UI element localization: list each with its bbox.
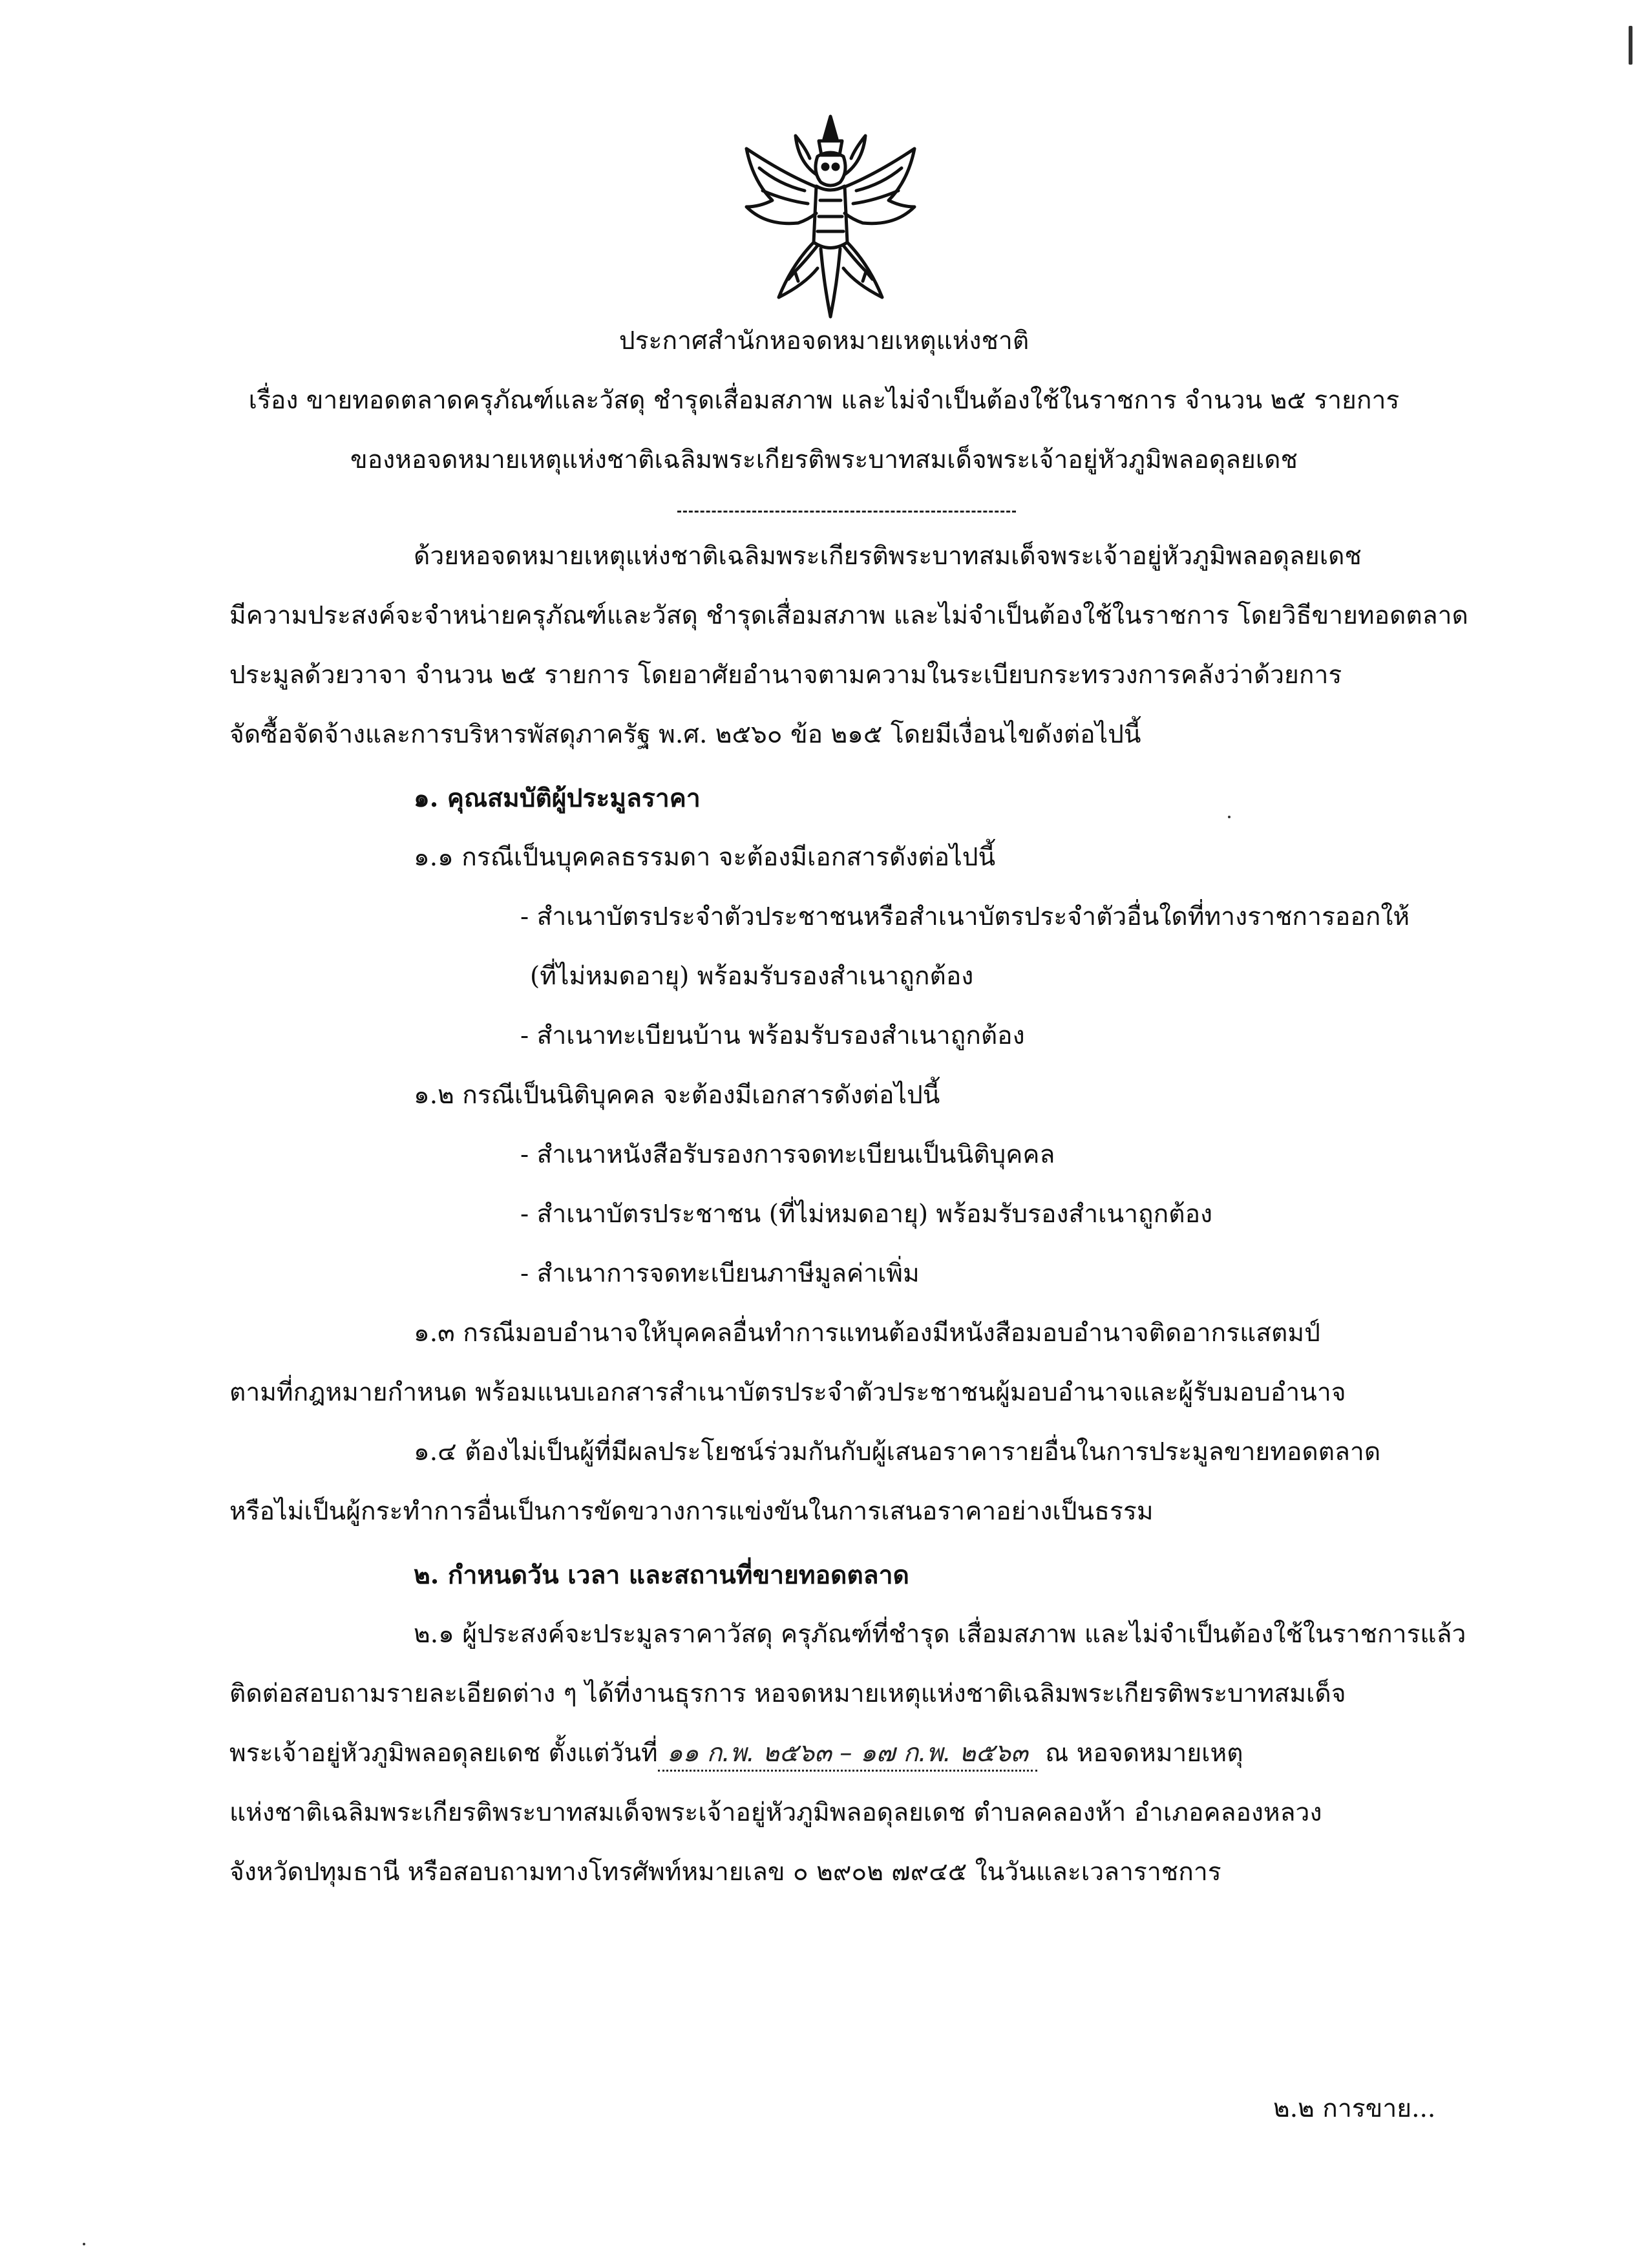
section-1-2-bullet-2: - สำเนาบัตรประชาชน (ที่ไม่หมดอายุ) พร้อมรับรองสำเนาถูกต้อง <box>520 1200 1213 1229</box>
intro-line-4: จัดซื้อจัดจ้างและการบริหารพัสดุภาครัฐ พ.ศ. ๒๕๖๐ ข้อ ๒๑๕ โดยมีเงื่อนไขดังต่อไปนี้ <box>229 720 1141 749</box>
scan-artifact <box>1228 816 1231 818</box>
section-2-1-line-3 <box>229 1737 1243 1772</box>
section-1-1-bullet-1-cont: (ที่ไม่หมดอายุ) พร้อมรับรองสำเนาถูกต้อง <box>530 962 974 991</box>
section-2-1-line-4: แห่งชาติเฉลิมพระเกียรติพระบาทสมเด็จพระเจ้าอยู่หัวภูมิพลอดุลยเดช ตำบลคลองห้า อำเภอคลองหลวง <box>229 1798 1322 1827</box>
handwritten-date-range: ๑๑ ก.พ. ๒๕๖๓ – ๑๗ ก.พ. ๒๕๖๓ <box>658 1737 1037 1772</box>
scan-artifact <box>1629 26 1632 65</box>
announcement-subject: เรื่อง ขายทอดตลาดครุภัณฑ์และวัสดุ ชำรุดเสื่อมสภาพ และไม่จำเป็นต้องใช้ในราชการ จำนวน ๒๕ รายการ <box>248 386 1400 415</box>
garuda-emblem-icon <box>734 110 927 323</box>
section-1-2-bullet-3: - สำเนาการจดทะเบียนภาษีมูลค่าเพิ่ม <box>520 1259 920 1288</box>
section-1-2: ๑.๒ กรณีเป็นนิติบุคคล จะต้องมีเอกสารดังต่อไปนี้ <box>414 1081 940 1110</box>
section-1-1: ๑.๑ กรณีเป็นบุคคลธรรมดา จะต้องมีเอกสารดังต่อไปนี้ <box>414 843 996 872</box>
section-2-1-date-suffix: ณ หอจดหมายเหตุ <box>1045 1739 1243 1768</box>
section-2-1-line-1: ๒.๑ ผู้ประสงค์จะประมูลราคาวัสดุ ครุภัณฑ์ที่ชำรุด เสื่อมสภาพ และไม่จำเป็นต้องใช้ในราชการแล้ว <box>414 1620 1466 1649</box>
section-1-2-bullet-1: - สำเนาหนังสือรับรองการจดทะเบียนเป็นนิติบุคคล <box>520 1140 1055 1169</box>
header-divider <box>677 511 1016 513</box>
section-1-3-line-1: ๑.๓ กรณีมอบอำนาจให้บุคคลอื่นทำการแทนต้องมีหนังสือมอบอำนาจติดอากรแสตมป์ <box>414 1319 1320 1348</box>
section-1-4-line-2: หรือไม่เป็นผู้กระทำการอื่นเป็นการขัดขวางการแข่งขันในการเสนอราคาอย่างเป็นธรรม <box>229 1497 1154 1526</box>
section-1-heading: ๑. คุณสมบัติผู้ประมูลราคา <box>414 783 701 813</box>
announcement-agency: ของหอจดหมายเหตุแห่งชาติเฉลิมพระเกียรติพระบาทสมเด็จพระเจ้าอยู่หัวภูมิพลอดุลยเดช <box>350 445 1298 474</box>
section-1-1-bullet-1: - สำเนาบัตรประจำตัวประชาชนหรือสำเนาบัตรประจำตัวอื่นใดที่ทางราชการออกให้ <box>520 902 1410 931</box>
section-2-1-date-prefix: พระเจ้าอยู่หัวภูมิพลอดุลยเดช ตั้งแต่วันที่ <box>229 1739 658 1768</box>
intro-line-2: มีความประสงค์จะจำหน่ายครุภัณฑ์และวัสดุ ชำรุดเสื่อมสภาพ และไม่จำเป็นต้องใช้ในราชการ โดยวิธีขายทอดตลาด <box>229 601 1468 630</box>
intro-line-3: ประมูลด้วยวาจา จำนวน ๒๕ รายการ โดยอาศัยอำนาจตามความในระเบียบกระทรวงการคลังว่าด้วยการ <box>229 661 1342 690</box>
intro-line-1: ด้วยหอจดหมายเหตุแห่งชาติเฉลิมพระเกียรติพระบาทสมเด็จพระเจ้าอยู่หัวภูมิพลอดุลยเดช <box>414 542 1362 571</box>
page-continuation: ๒.๒ การขาย... <box>1273 2094 1436 2123</box>
section-2-1-line-2: ติดต่อสอบถามรายละเอียดต่าง ๆ ได้ที่งานธุรการ หอจดหมายเหตุแห่งชาติเฉลิมพระเกียรติพระบาทสมเด็จ <box>229 1679 1346 1708</box>
announcement-title: ประกาศสำนักหอจดหมายเหตุแห่งชาติ <box>618 326 1030 355</box>
section-1-3-line-2: ตามที่กฎหมายกำหนด พร้อมแนบเอกสารสำเนาบัตรประจำตัวประชาชนผู้มอบอำนาจและผู้รับมอบอำนาจ <box>229 1378 1346 1407</box>
section-2-1-line-5: จังหวัดปทุมธานี หรือสอบถามทางโทรศัพท์หมายเลข ๐ ๒๙๐๒ ๗๙๔๕ ในวันและเวลาราชการ <box>229 1858 1221 1887</box>
section-1-1-bullet-2: - สำเนาทะเบียนบ้าน พร้อมรับรองสำเนาถูกต้อง <box>520 1021 1025 1050</box>
section-2-heading: ๒. กำหนดวัน เวลา และสถานที่ขายทอดตลาด <box>414 1560 909 1590</box>
section-1-4-line-1: ๑.๔ ต้องไม่เป็นผู้ที่มีผลประโยชน์ร่วมกันกับผู้เสนอราคารายอื่นในการประมูลขายทอดตลาด <box>414 1437 1381 1467</box>
scan-artifact <box>83 2243 85 2245</box>
